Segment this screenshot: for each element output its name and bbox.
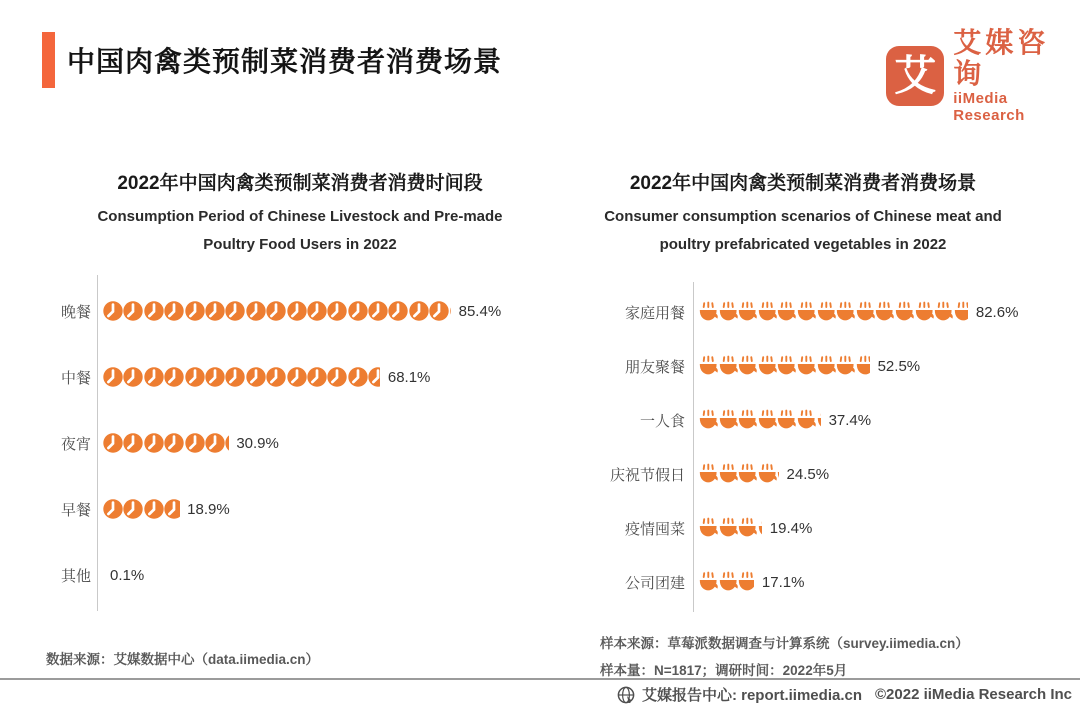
bowl-icon: [758, 355, 777, 378]
chart-subtitle-line: Consumption Period of Chinese Livestock and Pre-made: [97, 208, 503, 225]
chart-row: [563, 339, 1043, 393]
chart-consumption-period: [45, 168, 555, 585]
logo-name-en: iiMedia Research: [953, 89, 1025, 124]
value-label: 82.6%: [975, 303, 1019, 321]
page-title: 中国肉禽类预制菜消费者消费场景: [67, 46, 503, 77]
logo-mark-glyph: 艾: [894, 51, 937, 99]
clock-icon: [205, 301, 225, 321]
value-label: 52.5%: [877, 357, 921, 375]
clock-icon: [348, 367, 368, 387]
bowl-icon: [699, 571, 718, 594]
chart-row: [563, 555, 1043, 609]
value-label: 24.5%: [786, 465, 830, 483]
clock-icon: [287, 301, 307, 321]
clock-icon: [103, 301, 123, 321]
clock-icon: [246, 301, 266, 321]
bowl-icon: [699, 463, 718, 486]
category-label: 早餐: [60, 501, 91, 519]
iimedia-logo-icon: [886, 46, 944, 106]
icon-bar: [699, 355, 871, 378]
clock-icon: [287, 367, 307, 387]
clock-icon-partial: [368, 367, 380, 387]
icon-bar: [103, 499, 180, 519]
category-label: 其他: [60, 567, 91, 585]
icon-bar: [103, 367, 381, 387]
chart-row: [563, 285, 1043, 339]
category-label: 庆祝节假日: [609, 466, 685, 484]
bowl-icon: [738, 301, 757, 324]
globe-icon: [617, 686, 635, 704]
y-axis-line: [693, 282, 694, 612]
clock-icon: [123, 433, 143, 453]
clock-icon: [225, 301, 245, 321]
clock-icon: [307, 367, 327, 387]
bowl-icon: [777, 409, 796, 432]
clock-icon: [103, 367, 123, 387]
bowl-icon: [797, 301, 816, 324]
category-label: 朋友聚餐: [624, 358, 685, 376]
logo-text: [953, 28, 1080, 124]
bowl-icon: [738, 463, 757, 486]
bowl-icon: [699, 301, 718, 324]
bowl-icon: [738, 517, 757, 540]
bowl-icon: [934, 301, 953, 324]
bowl-icon: [758, 301, 777, 324]
chart-subtitle: [45, 203, 555, 259]
clock-icon: [144, 367, 164, 387]
chart-subtitle-line: Poultry Food Users in 2022: [203, 236, 397, 253]
bowl-icon: [777, 355, 796, 378]
bowl-icon: [817, 301, 836, 324]
bowl-icon: [895, 301, 914, 324]
bowl-icon: [856, 301, 875, 324]
icon-bar: [699, 517, 763, 540]
icon-bar: [699, 409, 822, 432]
bowl-icon-partial: [954, 301, 969, 324]
clock-icon: [123, 301, 143, 321]
clock-icon: [266, 367, 286, 387]
bowl-icon: [699, 355, 718, 378]
chart-row: [563, 393, 1043, 447]
bowl-icon: [719, 571, 738, 594]
chart-title: 2022年中国肉禽类预制菜消费者消费时间段: [117, 173, 483, 194]
category-label: 疫情囤菜: [624, 520, 685, 538]
clock-icon: [185, 301, 205, 321]
bowl-icon: [777, 301, 796, 324]
clock-icon-partial: [225, 433, 229, 453]
clock-icon: [123, 367, 143, 387]
clock-icon: [185, 433, 205, 453]
category-label: 中餐: [60, 369, 91, 387]
icon-bar: [699, 463, 780, 486]
value-label: 85.4%: [458, 302, 502, 320]
clock-icon-partial: [164, 499, 180, 519]
bowl-icon-partial: [758, 517, 762, 540]
chart-subtitle: [563, 203, 1043, 259]
icon-bar: [103, 433, 229, 453]
clock-icon: [185, 367, 205, 387]
clock-icon: [103, 499, 123, 519]
chart-row: [563, 447, 1043, 501]
chart-row: [45, 476, 555, 542]
clock-icon: [266, 301, 286, 321]
bowl-icon: [875, 301, 894, 324]
value-label: 18.9%: [187, 500, 230, 518]
chart-subtitle-line: Consumer consumption scenarios of Chinese meat and: [604, 208, 1002, 225]
chart-row: [45, 410, 555, 476]
logo-name-cn: 艾媒咨询: [953, 27, 1050, 89]
icon-bar: [699, 301, 969, 324]
bowl-icon: [797, 355, 816, 378]
value-label: 0.1%: [110, 566, 145, 584]
clock-icon: [368, 301, 388, 321]
iimedia-logo: [886, 28, 1080, 124]
clock-icon: [348, 301, 368, 321]
sample-source-note: [600, 630, 969, 684]
clock-icon: [164, 367, 184, 387]
y-axis-line: [97, 275, 98, 611]
bowl-icon: [719, 517, 738, 540]
bowl-icon: [817, 355, 836, 378]
clock-icon: [388, 301, 408, 321]
chart-row: [45, 344, 555, 410]
clock-icon: [205, 367, 225, 387]
category-label: 家庭用餐: [624, 304, 685, 322]
chart-row: [45, 542, 555, 608]
bowl-icon: [797, 409, 816, 432]
icon-bar: [103, 301, 452, 321]
footer-copyright: ©2022 iiMedia Research Inc: [875, 686, 1072, 703]
bowl-icon: [719, 409, 738, 432]
bowl-icon: [719, 463, 738, 486]
clock-icon: [144, 433, 164, 453]
value-label: 19.4%: [769, 519, 813, 537]
clock-icon: [307, 301, 327, 321]
clock-icon: [164, 301, 184, 321]
value-label: 37.4%: [828, 411, 872, 429]
bowl-icon: [836, 355, 855, 378]
category-label: 公司团建: [624, 574, 685, 592]
bowl-icon: [738, 355, 757, 378]
value-label: 68.1%: [387, 368, 431, 386]
clock-icon: [123, 499, 143, 519]
clock-icon: [246, 367, 266, 387]
bowl-icon-partial: [738, 571, 754, 594]
bowl-icon: [738, 409, 757, 432]
clock-icon: [144, 301, 164, 321]
chart-rows: [563, 285, 1043, 609]
clock-icon: [429, 301, 449, 321]
category-label: 晚餐: [60, 303, 91, 321]
clock-icon-partial: [450, 301, 452, 321]
category-label: 一人食: [639, 412, 685, 430]
chart-row: [45, 278, 555, 344]
sample-size-line: 样本量：N=1817；调研时间：2022年5月: [600, 663, 848, 678]
footer-report-center: 艾媒报告中心: report.iimedia.cn: [641, 687, 862, 704]
chart-consumption-scenarios: [563, 168, 1043, 592]
value-label: 30.9%: [236, 434, 279, 452]
clock-icon: [327, 301, 347, 321]
bowl-icon: [758, 463, 777, 486]
bowl-icon: [915, 301, 934, 324]
clock-icon: [225, 367, 245, 387]
bowl-icon-partial: [777, 463, 779, 486]
footer-divider: [0, 678, 1080, 680]
value-label: 17.1%: [761, 573, 805, 591]
bowl-icon: [719, 355, 738, 378]
clock-icon: [144, 499, 164, 519]
bowl-icon: [699, 517, 718, 540]
bowl-icon: [719, 301, 738, 324]
title-accent-bar: [42, 32, 55, 88]
clock-icon: [164, 433, 184, 453]
category-label: 夜宵: [60, 435, 91, 453]
clock-icon: [103, 433, 123, 453]
bowl-icon-partial: [856, 355, 870, 378]
clock-icon: [205, 433, 225, 453]
bowl-icon-partial: [817, 409, 821, 432]
clock-icon: [409, 301, 429, 321]
bowl-icon: [836, 301, 855, 324]
chart-row: [563, 501, 1043, 555]
clock-icon: [327, 367, 347, 387]
bowl-icon: [699, 409, 718, 432]
chart-subtitle-line: poultry prefabricated vegetables in 2022: [659, 236, 947, 253]
bowl-icon: [758, 409, 777, 432]
icon-bar: [699, 571, 755, 594]
data-source-note: 数据来源：艾媒数据中心（data.iimedia.cn）: [46, 652, 320, 667]
chart-rows: [45, 278, 555, 608]
chart-title: 2022年中国肉禽类预制菜消费者消费场景: [629, 173, 977, 194]
sample-source-line: 样本来源：草莓派数据调查与计算系统（survey.iimedia.cn）: [600, 636, 969, 651]
